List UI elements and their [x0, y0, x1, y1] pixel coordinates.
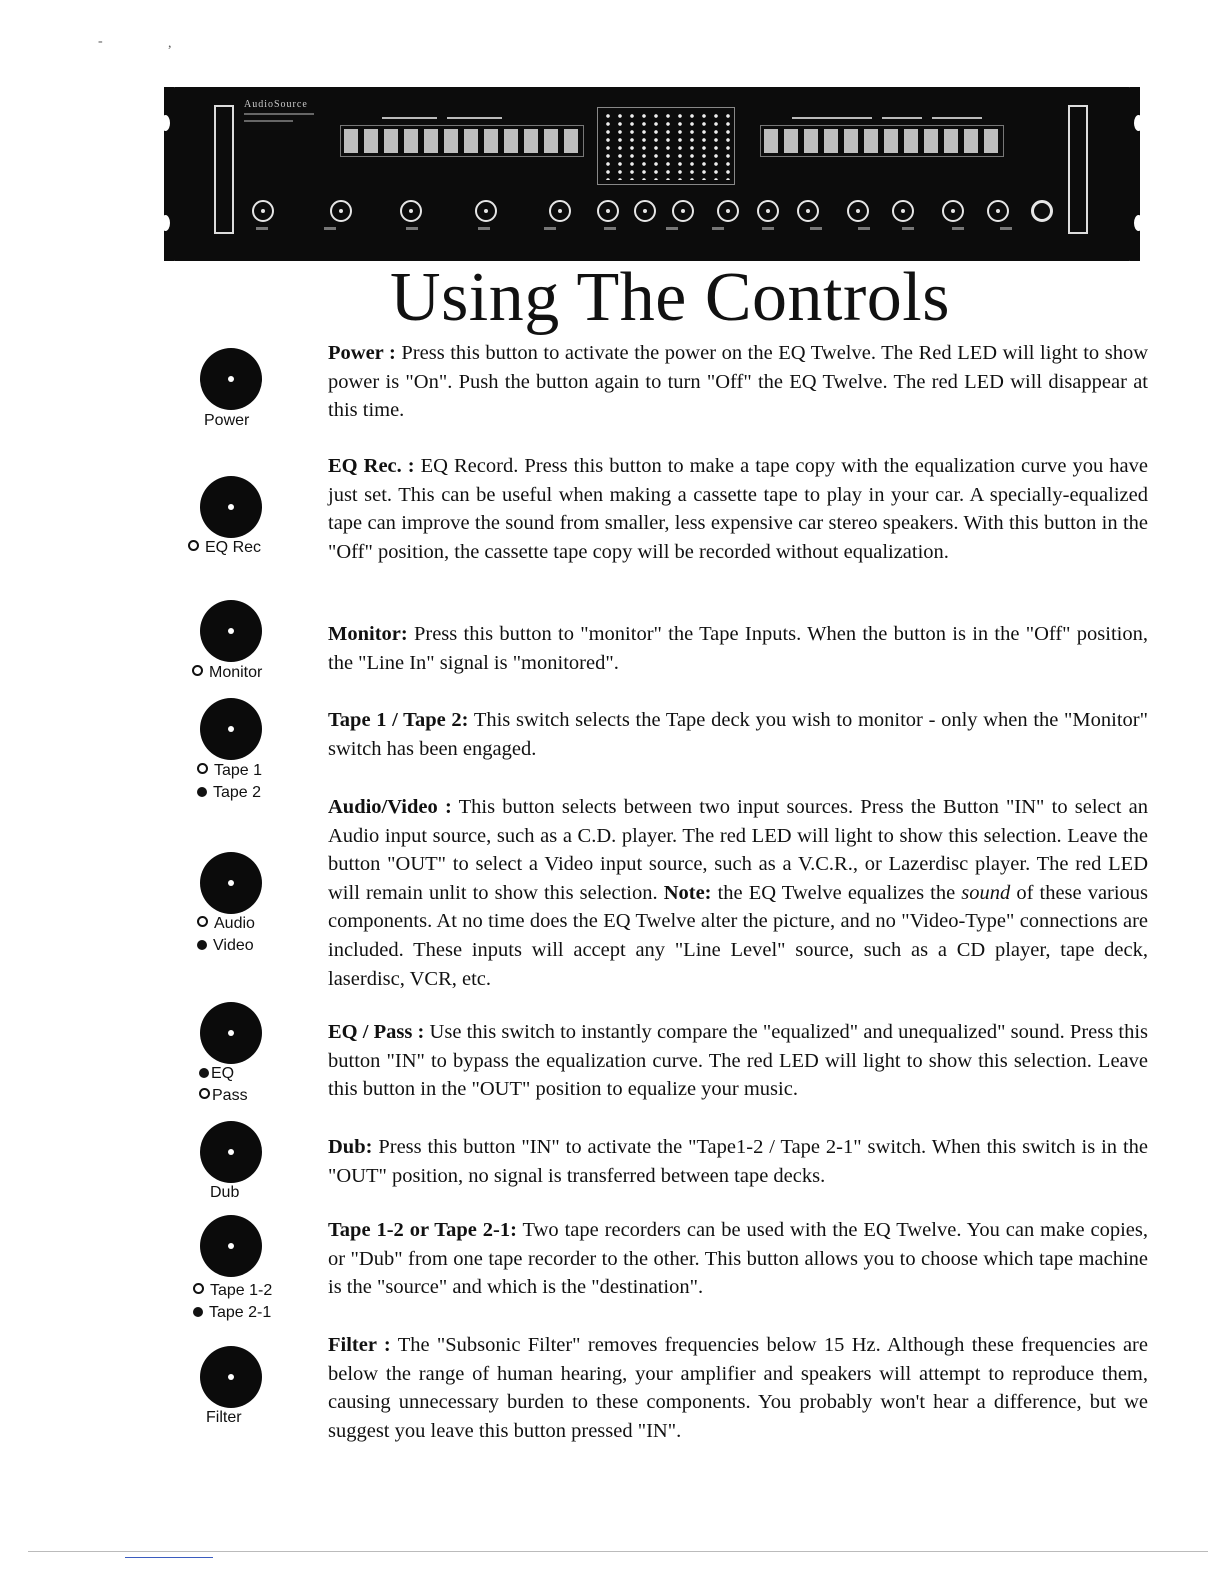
panel-knob: [475, 200, 497, 222]
panel-knob-large: [1031, 200, 1053, 222]
audio-video-button-icon: [200, 852, 262, 914]
section-heading: Tape 1-2 or Tape 2-1:: [328, 1219, 517, 1241]
section-tape-dub: Tape 1-2 or Tape 2-1: Two tape recorders can be used with the EQ Twelve. You can make copies, or "Dub" from one tape recorder to the other. This button allows you to choose which tape machine is the "source" and which is the "destination".: [328, 1219, 1149, 1299]
panel-knob: [757, 200, 779, 222]
tape-dub-button-label: Tape 1-2 Tape 2-1: [193, 1280, 272, 1324]
eq-pass-button-label: EQ Pass: [199, 1063, 248, 1107]
rack-ear-right: [1130, 87, 1140, 261]
eq-pass-button-icon: [200, 1002, 262, 1064]
left-eq-sliders: [340, 125, 584, 157]
bracket-mark: [447, 117, 502, 125]
eq-rec-button-label: EQ Rec: [188, 537, 261, 559]
section-eq-pass: EQ / Pass : Use this switch to instantly compare the "equalized" and unequalized" sound. Press this button "IN" to bypass the equalization curve. The red LED will light to show this selection. Leave this button in the "OUT" position to equalize your music.: [328, 1021, 1148, 1101]
panel-knob: [549, 200, 571, 222]
emphasis: sound: [961, 881, 1011, 904]
spectrum-analyzer-display: [597, 107, 735, 185]
dot-marker-icon: [197, 787, 207, 797]
panel-knob: [892, 200, 914, 222]
filter-button-label: Filter: [206, 1409, 242, 1426]
stray-mark: -: [98, 34, 103, 49]
panel-knob: [717, 200, 739, 222]
dot-marker-icon: [197, 940, 207, 950]
section-monitor: Monitor: Press this button to "monitor" the Tape Inputs. When the button is in the "Off" position, the "Line In" signal is "monitored".: [328, 623, 1149, 674]
filter-button-icon: [200, 1346, 262, 1408]
bracket-mark: [882, 117, 922, 125]
panel-knob: [252, 200, 274, 222]
tape-dub-button-icon: [200, 1215, 262, 1277]
ring-marker-icon: [199, 1088, 210, 1099]
tape-1-2-button-icon: [200, 698, 262, 760]
power-button-label: Power: [204, 412, 250, 429]
section-power: Power : Press this button to activate the power on the EQ Twelve. The Red LED will light to show power is "On". Push the button again to turn "Off" the EQ Twelve. The red LED will disappear at this time.: [328, 342, 1149, 422]
page-title: Using The Controls: [390, 259, 950, 336]
section-dub: Dub: Press this button "IN" to activate the "Tape1-2 / Tape 2-1" switch. When this switch is in the "OUT" position, no signal is transferred between tape decks.: [328, 1136, 1149, 1187]
stray-mark: ,: [168, 36, 172, 51]
section-heading: EQ Rec. :: [328, 455, 415, 477]
section-heading: EQ / Pass :: [328, 1021, 425, 1043]
right-slot: [1068, 105, 1088, 234]
section-heading: Monitor:: [328, 623, 408, 645]
front-panel-illustration: [172, 87, 1132, 261]
panel-knob: [942, 200, 964, 222]
ring-marker-icon: [197, 916, 208, 927]
tape-1-2-button-label: Tape 1 Tape 2: [197, 760, 262, 804]
panel-knob: [634, 200, 656, 222]
section-heading: Audio/Video :: [328, 796, 452, 818]
audio-video-button-label: Audio Video: [197, 913, 255, 957]
panel-knob: [597, 200, 619, 222]
dot-marker-icon: [193, 1307, 203, 1317]
panel-knob: [797, 200, 819, 222]
rack-ear-left: [164, 87, 174, 261]
section-heading: Dub:: [328, 1136, 373, 1158]
section-eq-rec: EQ Rec. : EQ Record. Press this button to make a tape copy with the equalization curve you have just set. This can be useful when making a cassette tape to play in your car. A specially-equalized tape can improve the sound from smaller, less expensive car stereo speakers. With this button in the "Off" position, the cassette tape copy will be recorded without equalization.: [328, 455, 1149, 563]
footer-rule: [28, 1551, 1208, 1552]
panel-knob: [330, 200, 352, 222]
dub-button-icon: [200, 1121, 262, 1183]
footer-rule-accent: [125, 1557, 213, 1558]
section-heading: Tape 1 / Tape 2:: [328, 709, 469, 731]
right-eq-sliders: [760, 125, 1004, 157]
ring-marker-icon: [193, 1283, 204, 1294]
power-led-slot: [214, 105, 234, 234]
eq-rec-button-icon: [200, 476, 262, 538]
note-label: Note:: [663, 881, 712, 904]
dot-marker-icon: [199, 1068, 209, 1078]
panel-knob: [987, 200, 1009, 222]
dub-button-label: Dub: [210, 1184, 240, 1201]
ring-marker-icon: [188, 540, 199, 551]
section-tape-1-2: Tape 1 / Tape 2: This switch selects the Tape deck you wish to monitor - only when the "Monitor" switch has been engaged.: [328, 709, 1148, 760]
panel-knob: [400, 200, 422, 222]
monitor-button-label: Monitor: [192, 662, 262, 684]
power-button-icon: [200, 348, 262, 410]
section-audio-video: Audio/Video : This button selects between two input sources. Press the Button "IN" to select an Audio input source, such as a C.D. player. The red LED will light to show this selection. Leave the button "OUT" to select a Video input source, such as a V.C.R., or Lazerdisc player. The red LED will remain unlit to show this selection. Note: the EQ Twelve equalizes the sound of these various components. At no time does the EQ Twelve alter the picture, and no "Video-Type" connections are included. These inputs will accept any "Line Level" source, such as a CD player, tape deck, laserdisc, VCR, etc.: [328, 796, 1149, 990]
panel-knob: [672, 200, 694, 222]
bracket-mark: [932, 117, 982, 125]
ring-marker-icon: [192, 665, 203, 676]
bracket-mark: [382, 117, 437, 125]
bracket-mark: [792, 117, 872, 125]
section-heading: Filter :: [328, 1334, 391, 1356]
ring-marker-icon: [197, 763, 208, 774]
brand-subtitle: [244, 113, 314, 127]
brand-logo: AudioSource: [244, 99, 308, 110]
monitor-button-icon: [200, 600, 262, 662]
section-heading: Power :: [328, 342, 396, 364]
panel-knob: [847, 200, 869, 222]
section-filter: Filter : The "Subsonic Filter" removes frequencies below 15 Hz. Although these frequencies are below the range of human hearing, your amplifier and speakers will attempt to reproduce them, causing unnecessary burden to these components. You probably won't hear a difference, but we suggest you leave this button pressed "IN".: [328, 1334, 1148, 1442]
